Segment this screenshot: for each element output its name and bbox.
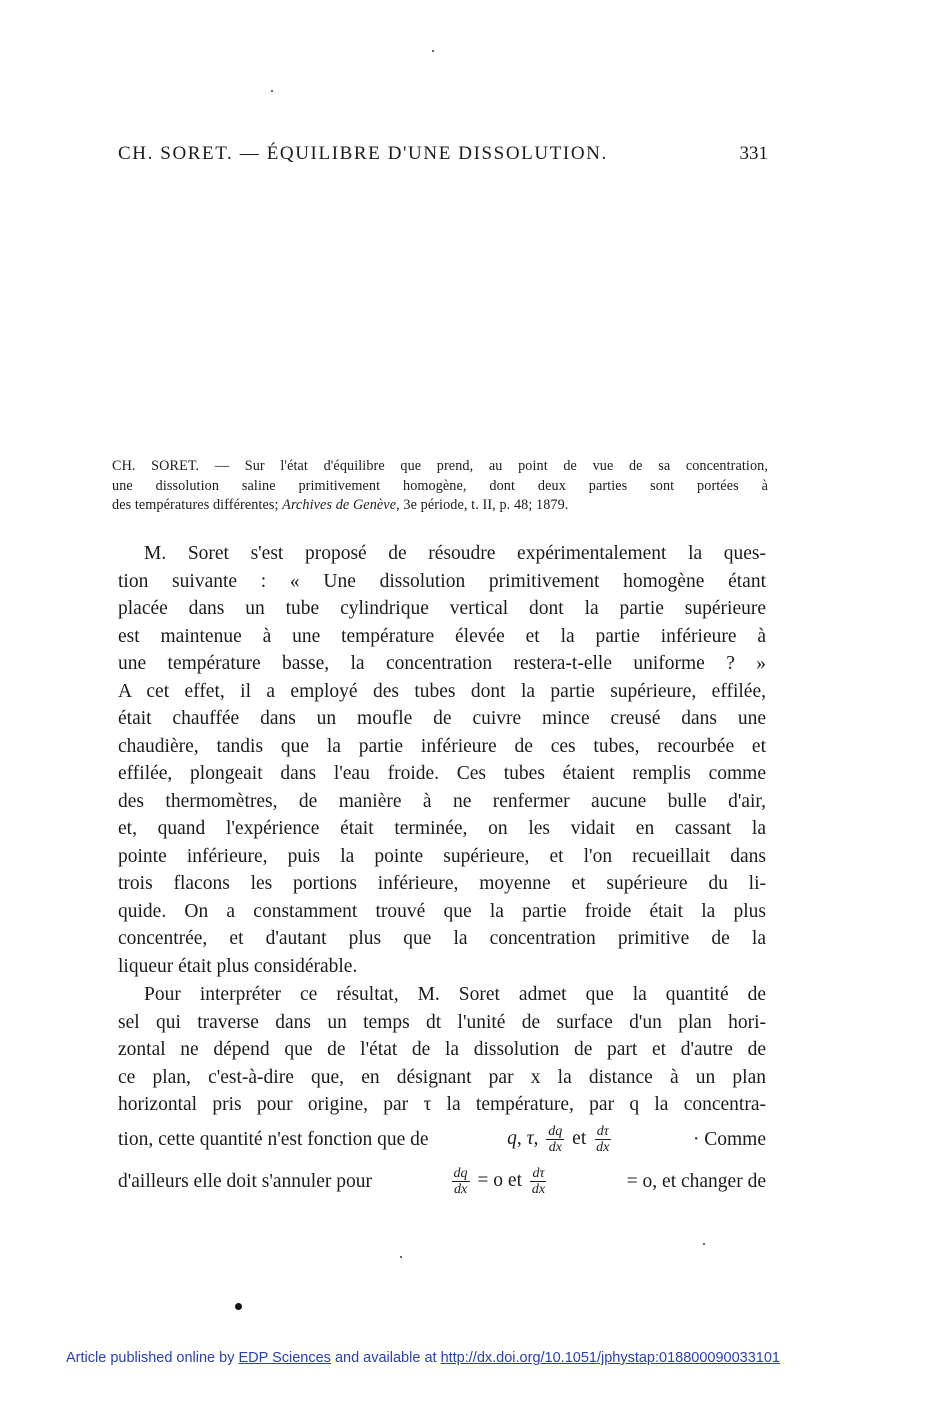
text-line: zontal ne dépend que de l'état de la dissolution de part et d'autre de bbox=[118, 1039, 766, 1060]
text-line: une température basse, la concentration restera-t-elle uniforme ? » bbox=[118, 653, 766, 674]
math-line bbox=[118, 1119, 766, 1161]
paragraph-1 bbox=[118, 540, 766, 980]
scan-speck bbox=[271, 90, 273, 92]
footer-prefix: Article published online by bbox=[66, 1350, 235, 1366]
scan-speck bbox=[432, 50, 434, 52]
reference-line: une dissolution saline primitivement homogène, dont deux parties sont portées à bbox=[112, 477, 768, 494]
formula bbox=[507, 1124, 614, 1155]
scan-speck bbox=[703, 1243, 705, 1245]
conjunction: et bbox=[572, 1127, 587, 1149]
bibliographic-reference bbox=[112, 457, 768, 516]
running-title: CH. SORET. — ÉQUILIBRE D'UNE DISSOLUTION. bbox=[118, 143, 608, 164]
scan-speck bbox=[400, 1256, 402, 1258]
text-segment: · Comme bbox=[692, 1128, 766, 1150]
text-line: tion suivante : « Une dissolution primitivement homogène étant bbox=[118, 570, 766, 592]
journal-name: Archives de Genève, bbox=[282, 497, 400, 513]
fraction-dtau-dx: $\frac{d\tau}{dx}$ bbox=[596, 1124, 610, 1155]
paragraph-2 bbox=[118, 981, 766, 1203]
reference-text: des températures différentes; bbox=[112, 497, 279, 513]
text-line: placée dans un tube cylindrique vertical dont la partie supérieure bbox=[118, 598, 766, 619]
text-line: chaudière, tandis que la partie inférieure de ces tubes, recourbée et bbox=[118, 735, 766, 757]
text-line: ce plan, c'est-à-dire que, en désignant par x la distance à un plan bbox=[118, 1066, 766, 1088]
reference-line: CH. SORET. — Sur l'état d'équilibre que prend, au point de vue de sa concentration, bbox=[112, 458, 768, 474]
fraction-dq-dx: $\frac{dq}{dx}$ bbox=[453, 1166, 468, 1197]
text-line: quide. On a constamment trouvé que la partie froide était la plus bbox=[118, 900, 766, 922]
equation-segment: = o et bbox=[477, 1169, 522, 1191]
text-line: horizontal pris pour origine, par τ la température, par q la concentra- bbox=[118, 1094, 766, 1115]
running-header bbox=[118, 143, 768, 165]
publisher-link[interactable]: EDP Sciences bbox=[238, 1350, 331, 1366]
variables: q, τ, bbox=[507, 1127, 539, 1149]
math-line bbox=[118, 1161, 766, 1203]
text-segment: d'ailleurs elle doit s'annuler pour bbox=[118, 1170, 372, 1192]
fraction-dq-dx: $\frac{dq}{dx}$ bbox=[548, 1124, 563, 1155]
text-line: des thermomètres, de manière à ne renfermer aucune bulle d'air, bbox=[118, 790, 766, 812]
fraction-dtau-dx: $\frac{d\tau}{dx}$ bbox=[531, 1166, 546, 1197]
text-line: Pour interpréter ce résultat, M. Soret admet que la quantité de bbox=[144, 984, 766, 1005]
reference-line bbox=[112, 496, 768, 516]
text-line: liqueur était plus considérable. bbox=[118, 955, 358, 977]
doi-link[interactable]: http://dx.doi.org/10.1051/jphystap:018800090033101 bbox=[440, 1350, 780, 1366]
text-line: concentrée, et d'autant plus que la concentration primitive de la bbox=[118, 928, 766, 949]
ink-dot bbox=[235, 1303, 242, 1310]
text-line: A cet effet, il a employé des tubes dont la partie supérieure, effilée, bbox=[118, 680, 766, 702]
reference-details: 3e période, t. II, p. 48; 1879. bbox=[403, 497, 569, 513]
text-line: et, quand l'expérience était terminée, on les vidait en cassant la bbox=[118, 818, 766, 839]
text-line: M. Soret s'est proposé de résoudre expérimentalement la ques- bbox=[144, 543, 766, 564]
footer-middle: and available at bbox=[334, 1350, 437, 1366]
text-segment: = o, et changer de bbox=[626, 1170, 766, 1192]
publication-footer bbox=[66, 1350, 780, 1366]
text-line: est maintenue à une température élevée et la partie inférieure à bbox=[118, 625, 766, 647]
text-line: pointe inférieure, puis la pointe supérieure, et l'on recueillait dans bbox=[118, 845, 766, 867]
formula bbox=[449, 1166, 551, 1197]
text-line: effilée, plongeait dans l'eau froide. Ces tubes étaient remplis comme bbox=[118, 763, 766, 784]
text-line: sel qui traverse dans un temps dt l'unité de surface d'un plan hori- bbox=[118, 1011, 766, 1033]
text-line: était chauffée dans un moufle de cuivre mince creusé dans une bbox=[118, 708, 766, 729]
text-line: trois flacons les portions inférieure, moyenne et supérieure du li- bbox=[118, 873, 766, 894]
page-number: 331 bbox=[739, 143, 768, 164]
text-segment: tion, cette quantité n'est fonction que de bbox=[118, 1128, 429, 1150]
